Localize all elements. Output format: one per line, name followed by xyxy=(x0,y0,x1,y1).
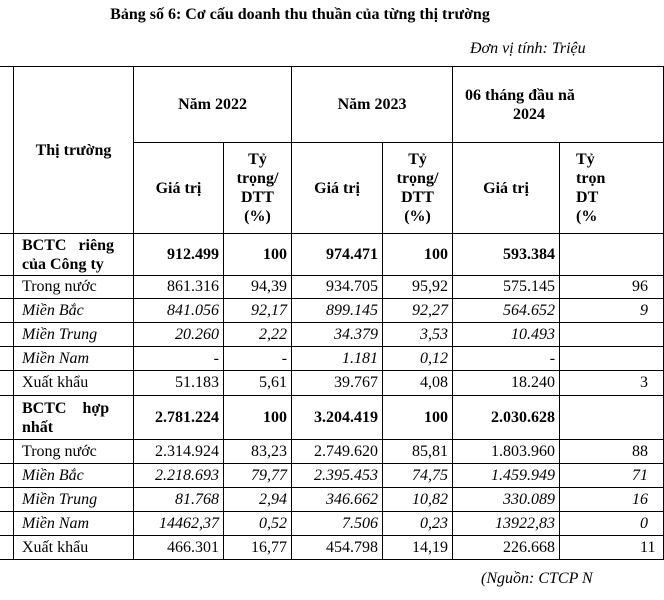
table-row xyxy=(0,299,664,323)
table-cell: 7.506 xyxy=(292,512,383,536)
table-cell: 861.316 xyxy=(134,276,224,299)
table-cell: 20.260 xyxy=(134,323,224,347)
table-cell: 34.379 xyxy=(292,323,383,347)
table-cell: 88 xyxy=(560,440,664,464)
table-row xyxy=(0,464,664,488)
table-cell: 14,19 xyxy=(383,536,453,560)
table-cell: 51.183 xyxy=(134,371,224,396)
table-cell: 0 xyxy=(560,512,664,536)
table-cell: 10,82 xyxy=(383,488,453,512)
table-cell: 100 xyxy=(383,396,453,440)
table-cell: 2.749.620 xyxy=(292,440,383,464)
table-row xyxy=(0,440,664,464)
table-cell: 13922,83 xyxy=(453,512,560,536)
table-cell: 85,81 xyxy=(383,440,453,464)
table-cell: 100 xyxy=(224,234,292,276)
table-cell: 0,12 xyxy=(383,347,453,371)
table-cell: 11 xyxy=(560,536,664,560)
table-cell: 71 xyxy=(560,464,664,488)
table-cell: 74,75 xyxy=(383,464,453,488)
table-cell: Xuất khẩu xyxy=(14,536,134,560)
table-cell: 3,53 xyxy=(383,323,453,347)
table-cell: 912.499 xyxy=(134,234,224,276)
table-cell: - xyxy=(134,347,224,371)
year-2023-header: Năm 2023 xyxy=(292,67,453,143)
row-label: BCTC riêng của Công ty xyxy=(14,234,134,276)
table-cell: 841.056 xyxy=(134,299,224,323)
table-cell: 2.395.453 xyxy=(292,464,383,488)
ratio-header-2024: Tỷ trọn DT (% xyxy=(560,143,664,234)
value-header-2024: Giá trị xyxy=(453,143,560,234)
table-cell: 3.204.419 xyxy=(292,396,383,440)
table-cell xyxy=(560,347,664,371)
table-container xyxy=(0,66,656,564)
table-row xyxy=(0,276,664,299)
source-note: (Nguồn: CTCP N xyxy=(481,570,593,587)
table-row xyxy=(0,323,664,347)
table-cell: 226.668 xyxy=(453,536,560,560)
table-cell: 2,22 xyxy=(224,323,292,347)
table-cell: 18.240 xyxy=(453,371,560,396)
value-header-2023: Giá trị xyxy=(292,143,383,234)
table-cell: 1.459.949 xyxy=(453,464,560,488)
table-cell: 14462,37 xyxy=(134,512,224,536)
table-cell: 39.767 xyxy=(292,371,383,396)
table-title: Bảng số 6: Cơ cấu doanh thu thuần của từng thị trường xyxy=(110,6,490,23)
unit-note: Đơn vị tính: Triệu xyxy=(470,40,586,57)
value-header-2022: Giá trị xyxy=(134,143,224,234)
year-2022-header: Năm 2022 xyxy=(134,67,292,143)
table-cell: 330.089 xyxy=(453,488,560,512)
table-cell: 92,27 xyxy=(383,299,453,323)
table-cell: 100 xyxy=(224,396,292,440)
table-cell: 5,61 xyxy=(224,371,292,396)
table-row xyxy=(0,396,664,440)
table-cell: Trong nước xyxy=(14,440,134,464)
table-cell: 454.798 xyxy=(292,536,383,560)
table-cell: 593.384 xyxy=(453,234,560,276)
table-cell: 1.803.960 xyxy=(453,440,560,464)
table-cell: 4,08 xyxy=(383,371,453,396)
table-cell: 79,77 xyxy=(224,464,292,488)
row-label: BCTC hợp nhất xyxy=(14,396,134,440)
ratio-header-2022: Tỷ trọng/ DTT (%) xyxy=(224,143,292,234)
table-cell: 83,23 xyxy=(224,440,292,464)
table-cell: 0,52 xyxy=(224,512,292,536)
table-cell: 10.493 xyxy=(453,323,560,347)
ratio-header-2023: Tỷ trọng/ DTT (%) xyxy=(383,143,453,234)
h1-2024-header xyxy=(453,67,664,143)
table-cell: 96 xyxy=(560,276,664,299)
table-cell: Xuất khẩu xyxy=(14,371,134,396)
table-cell xyxy=(560,234,664,276)
table-cell: 974.471 xyxy=(292,234,383,276)
table-cell: 1.181 xyxy=(292,347,383,371)
table-cell xyxy=(560,323,664,347)
table-cell: Miền Trung xyxy=(14,488,134,512)
stt-header xyxy=(0,67,14,234)
table-cell: 2.218.693 xyxy=(134,464,224,488)
table-cell: Trong nước xyxy=(14,276,134,299)
table-cell: Miền Nam xyxy=(14,512,134,536)
table-cell: - xyxy=(224,347,292,371)
table-cell: 2.314.924 xyxy=(134,440,224,464)
revenue-structure-table xyxy=(0,66,664,560)
table-cell: 2.781.224 xyxy=(134,396,224,440)
table-cell: 346.662 xyxy=(292,488,383,512)
market-header: Thị trường xyxy=(14,67,134,234)
table-cell: 564.652 xyxy=(453,299,560,323)
table-cell: 3 xyxy=(560,371,664,396)
table-cell: Miền Bắc xyxy=(14,464,134,488)
table-row xyxy=(0,536,664,560)
table-cell: 16,77 xyxy=(224,536,292,560)
table-cell: 2,94 xyxy=(224,488,292,512)
table-cell: 95,92 xyxy=(383,276,453,299)
table-cell: 94,39 xyxy=(224,276,292,299)
table-cell: 934.705 xyxy=(292,276,383,299)
table-cell: 0,23 xyxy=(383,512,453,536)
table-row xyxy=(0,371,664,396)
table-cell: 575.145 xyxy=(453,276,560,299)
table-cell: Miền Nam xyxy=(14,347,134,371)
table-cell xyxy=(560,396,664,440)
table-cell: 2.030.628 xyxy=(453,396,560,440)
table-cell: Miền Trung xyxy=(14,323,134,347)
table-cell: - xyxy=(453,347,560,371)
table-row xyxy=(0,512,664,536)
table-row xyxy=(0,234,664,276)
table-cell: 466.301 xyxy=(134,536,224,560)
table-cell: 16 xyxy=(560,488,664,512)
table-cell: 81.768 xyxy=(134,488,224,512)
table-cell: 899.145 xyxy=(292,299,383,323)
table-cell: 100 xyxy=(383,234,453,276)
table-row xyxy=(0,347,664,371)
table-cell: 92,17 xyxy=(224,299,292,323)
table-cell: 9 xyxy=(560,299,664,323)
h1-2024-line1: 06 tháng đầu nă xyxy=(465,86,575,104)
h1-2024-line2: 2024 xyxy=(513,105,546,123)
table-row xyxy=(0,488,664,512)
table-cell: Miền Bắc xyxy=(14,299,134,323)
